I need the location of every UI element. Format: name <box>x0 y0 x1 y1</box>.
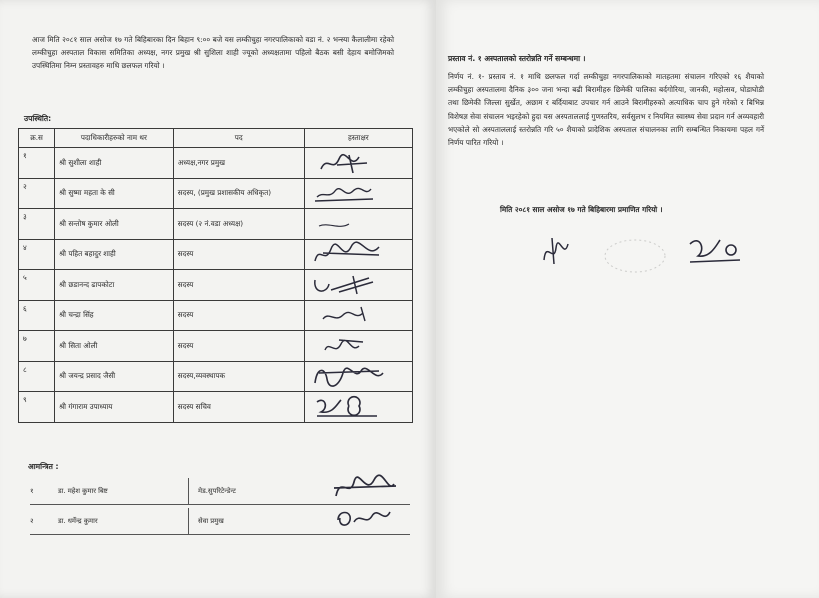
serial-cell: २ <box>19 178 55 209</box>
position-cell: सदस्य, (प्रमुख प्रशासकीय अधिकृत) <box>173 178 304 209</box>
serial-cell: ८ <box>19 361 55 392</box>
serial-cell: ७ <box>19 331 55 362</box>
invitee-row <box>30 508 410 535</box>
serial-cell: ३ <box>19 209 55 240</box>
name-cell: श्री छडानन्द ढापकोटा <box>55 270 174 301</box>
name-cell: श्री गंगाराम उपाध्याय <box>55 392 174 423</box>
table-row <box>19 392 413 423</box>
name-cell: श्री सिता ओली <box>55 331 174 362</box>
serial-cell: ६ <box>19 300 55 331</box>
name-cell: श्री जयन्द्र प्रसाद जैसी <box>55 361 174 392</box>
position-cell: सदस्य <box>173 270 304 301</box>
handwritten-signature <box>309 394 389 420</box>
invitee-signature <box>330 502 400 534</box>
invitee-serial: १ <box>30 487 34 495</box>
invitee-row <box>30 478 410 505</box>
name-cell: श्री सुशीला शाही <box>55 148 174 179</box>
invitee-position: मेड.सुपरिटेन्डेन्ट <box>198 487 236 495</box>
decision-paragraph: निर्णय नं. १- प्रस्ताव नं. १ माथि छलफल गर्दा लम्कीचुहा नगरपालिकाको मातहतमा संचालन गरिएको १६ शैयाको लम्कीचुहा अस्पतालमा दैनिक ३०० जना भन्दा बढी बिरामीहरु छिमेकी पालिका बर्दगोरिया, जानकी, महोत्सव, घोडाघोडी तथा छिमेकी जिल्ला सुर्खेत, अछाम र बर्दियाबाट उपचार गर्न आउने बिरामीहरुको अत्याधिक चाप हुने गरेको र बिभिन्न विशेषज्ञ सेवा संचालन भइरहेको हुदा यस अस्पताललाई गुणस्तरिय, सर्वसुलभ र नियमित स्वास्थ्य सेवा प्रदान गर्न अव्यवहारी भएकोले सो अस्पताललाई स्तरोन्नति गरि ५० शैयाको प्रादेशिक अस्पताल संचालनका लागि सम्बन्धित निकायमा पहल गर्ने निर्णय पारित गरियो । <box>448 72 764 148</box>
handwritten-signature <box>309 212 379 236</box>
table-row <box>19 270 413 301</box>
invitee-position: सेवा प्रमुख <box>198 517 224 525</box>
certification-line: मिति २०८१ साल असोज १७ गते बिहिबारमा प्रमाणित गरियो । <box>500 205 663 214</box>
position-cell: सदस्य सचिव <box>173 392 304 423</box>
name-cell: श्री चन्द्रा सिंह <box>55 300 174 331</box>
signature-cell <box>304 392 412 423</box>
serial-cell: ९ <box>19 392 55 423</box>
faint-stamp-mark <box>600 236 670 276</box>
invitee-name: डा. महेश कुमार बिष्ट <box>58 487 108 495</box>
table-header-row <box>19 129 413 148</box>
handwritten-signature <box>309 241 389 267</box>
header-position: पद <box>173 129 304 148</box>
handwritten-signature <box>330 502 400 532</box>
table-row <box>19 331 413 362</box>
invitee-name: डा. धर्मेन्द्र कुमार <box>58 517 98 525</box>
signature-cell <box>304 209 412 240</box>
handwritten-signature <box>309 363 389 389</box>
row-divider <box>188 478 189 504</box>
invitees-label: आमन्त्रित : <box>28 462 59 471</box>
handwritten-signature <box>330 472 400 502</box>
handwritten-signature <box>309 303 379 327</box>
table-row <box>19 300 413 331</box>
signature-cell <box>304 300 412 331</box>
name-cell: श्री सन्तोष कुमार ओली <box>55 209 174 240</box>
position-cell: सदस्य <box>173 239 304 270</box>
handwritten-signature <box>309 181 379 205</box>
handwritten-signature <box>309 151 379 175</box>
attendance-table <box>18 128 413 423</box>
name-cell: श्री सुष्मा महता के सी <box>55 178 174 209</box>
header-signature: हस्ताक्षर <box>304 129 412 148</box>
signature-cell <box>304 178 412 209</box>
handwritten-signature <box>309 272 389 298</box>
proposal-title: प्रस्ताव नं. १ अस्पतालको स्तरोन्नति गर्ने सम्बन्धमा । <box>448 54 586 63</box>
signature-cell <box>304 239 412 270</box>
signature-cell <box>304 331 412 362</box>
meeting-intro-paragraph: आज मिति २०८१ साल असोज १७ गते बिहिबारका दिन बिहान ९:०० बजे यस लम्कीचुहा नगरपालिकाको वडा नं. २ भन्स्या कैलालीमा रहेको लम्कीचुहा अस्पताल विकास समितिका अध्यक्ष, नगर प्रमुख श्री सुशिला शाही ज्यूको अध्यक्षतामा पहिलो बैठक बसी देहाय बमोजिमको उपस्थितिमा निम्न प्रस्तावहरु माथि छलफल गरियो । <box>32 35 394 71</box>
position-cell: सदस्य <box>173 300 304 331</box>
serial-cell: ४ <box>19 239 55 270</box>
table-row <box>19 178 413 209</box>
serial-cell: १ <box>19 148 55 179</box>
position-cell: सदस्य,व्यवस्थापक <box>173 361 304 392</box>
table-row <box>19 209 413 240</box>
invitee-serial: २ <box>30 517 34 525</box>
attendees-label: उपस्थिति: <box>24 114 52 123</box>
header-name: पदाधिकारीहरुको नाम थर <box>55 129 174 148</box>
table-row <box>19 148 413 179</box>
header-serial: क्र.स <box>19 129 55 148</box>
signature-cell <box>304 270 412 301</box>
signature-cell <box>304 361 412 392</box>
table-row <box>19 239 413 270</box>
table-row <box>19 361 413 392</box>
invitee-signature <box>330 472 400 504</box>
position-cell: सदस्य <box>173 331 304 362</box>
position-cell: अध्यक्ष,नगर प्रमुख <box>173 148 304 179</box>
handwritten-signature <box>309 334 379 358</box>
serial-cell: ५ <box>19 270 55 301</box>
position-cell: सदस्य (२ नं.वडा अध्यक्ष) <box>173 209 304 240</box>
signature-cell <box>304 148 412 179</box>
row-divider <box>188 508 189 534</box>
name-cell: श्री पहित बहादुर शाही <box>55 239 174 270</box>
